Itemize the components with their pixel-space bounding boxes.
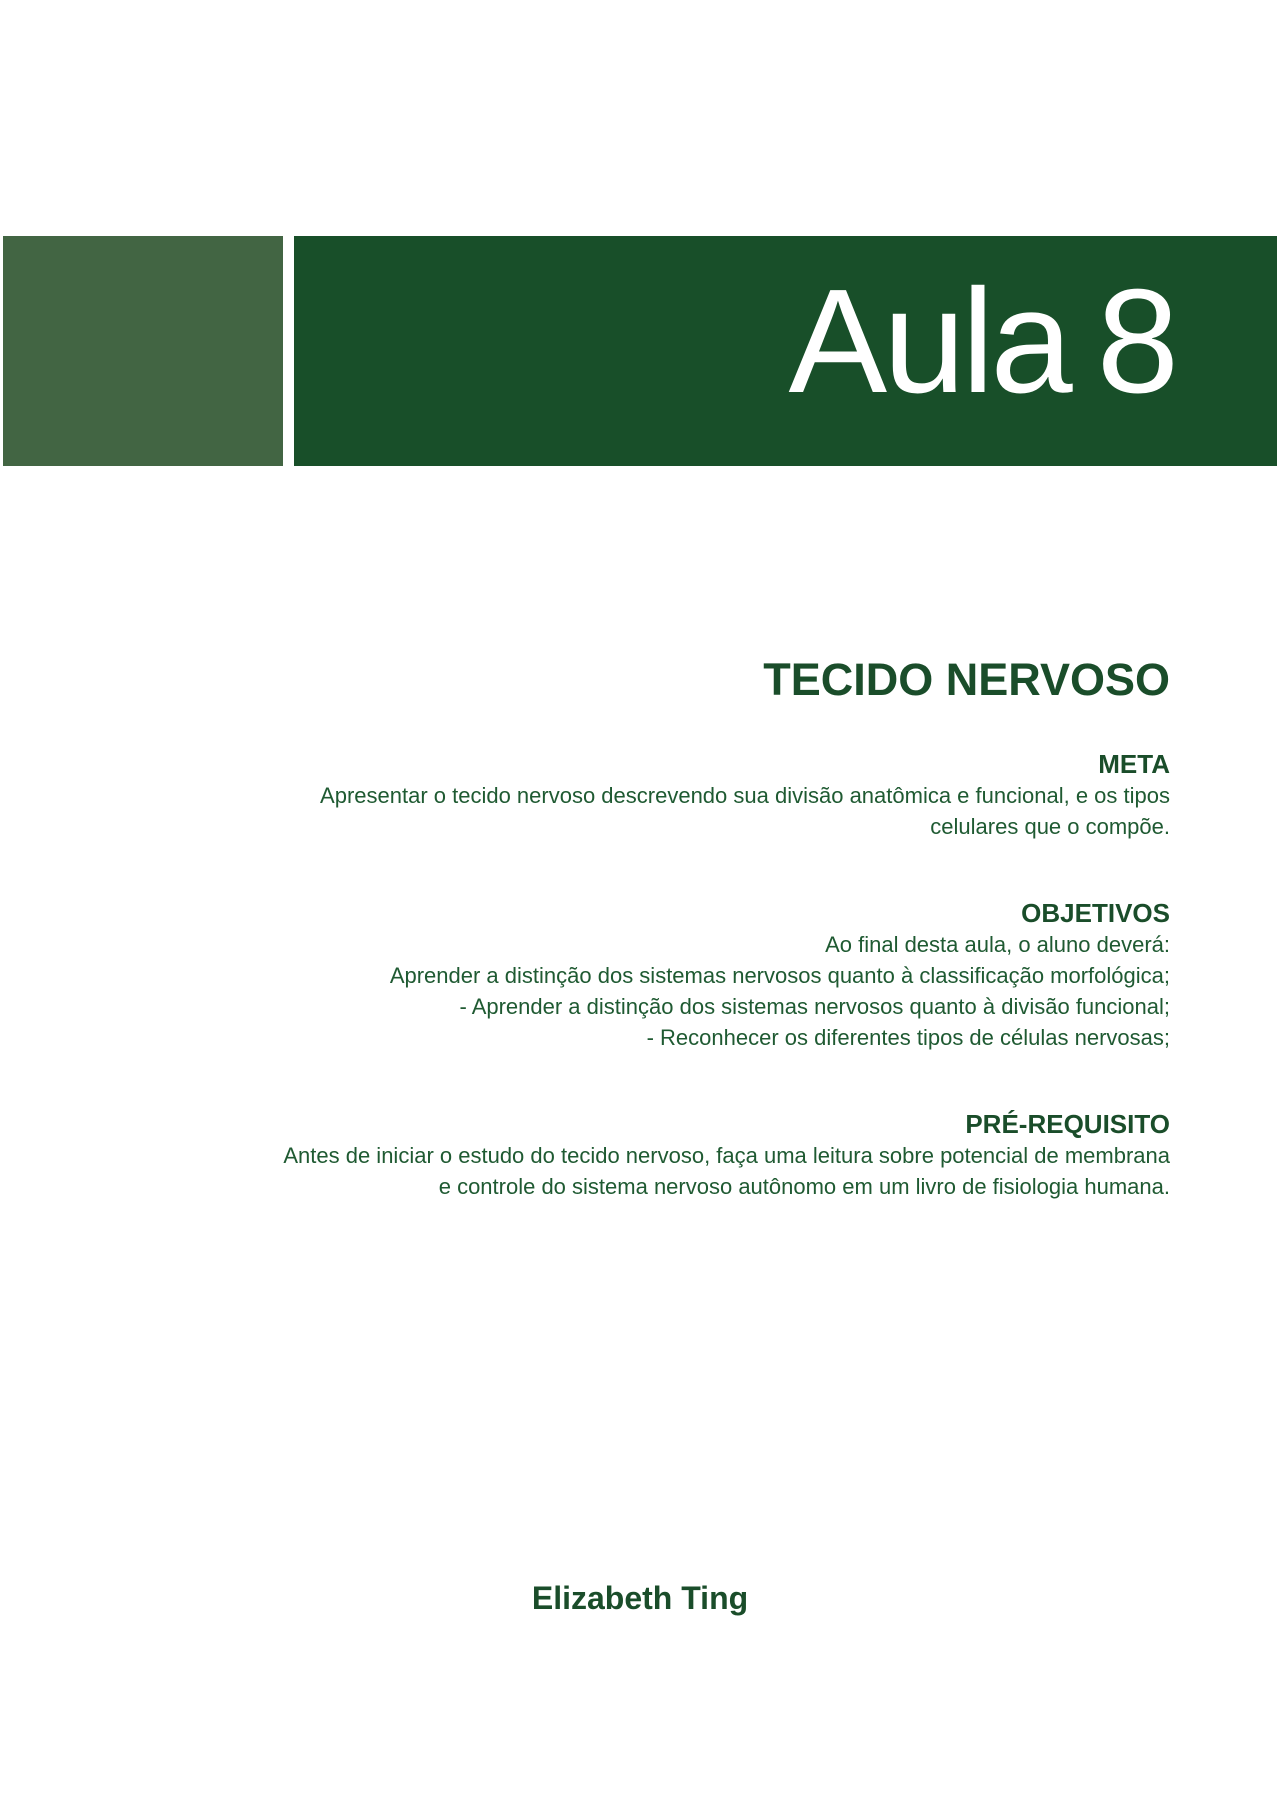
lesson-intro: [200, 650, 1170, 1202]
prerequisito-section: [200, 1108, 1170, 1202]
objetivos-line: Aprender a distinção dos sistemas nervosos quanto à classificação morfológica;: [389, 963, 1170, 988]
banner-accent-block: [3, 236, 283, 466]
meta-heading: META: [1098, 749, 1170, 779]
meta-section: [200, 748, 1170, 842]
prerequisito-line: e controle do sistema nervoso autônomo em um livro de fisiologia humana.: [438, 1174, 1170, 1199]
lesson-number-title: [788, 259, 1175, 424]
lesson-word: Aula: [788, 259, 1069, 424]
meta-line: Apresentar o tecido nervoso descrevendo sua divisão anatômica e funcional, e os tipos: [320, 783, 1170, 808]
objetivos-heading: OBJETIVOS: [1021, 898, 1170, 928]
author-name: Elizabeth Ting: [531, 1580, 749, 1616]
prerequisito-line: Antes de iniciar o estudo do tecido nervoso, faça uma leitura sobre potencial de membrana: [283, 1143, 1170, 1168]
objetivos-line: - Reconhecer os diferentes tipos de células nervosas;: [646, 1025, 1170, 1050]
objetivos-line: Ao final desta aula, o aluno deverá:: [825, 932, 1170, 957]
objetivos-line: - Aprender a distinção dos sistemas nervosos quanto à divisão funcional;: [459, 994, 1170, 1019]
prerequisito-heading: PRÉ-REQUISITO: [965, 1109, 1170, 1139]
objetivos-section: [200, 897, 1170, 1053]
meta-line: celulares que o compõe.: [930, 814, 1170, 839]
page-title: TECIDO NERVOSO: [763, 654, 1170, 705]
lesson-number: 8: [1096, 259, 1175, 424]
